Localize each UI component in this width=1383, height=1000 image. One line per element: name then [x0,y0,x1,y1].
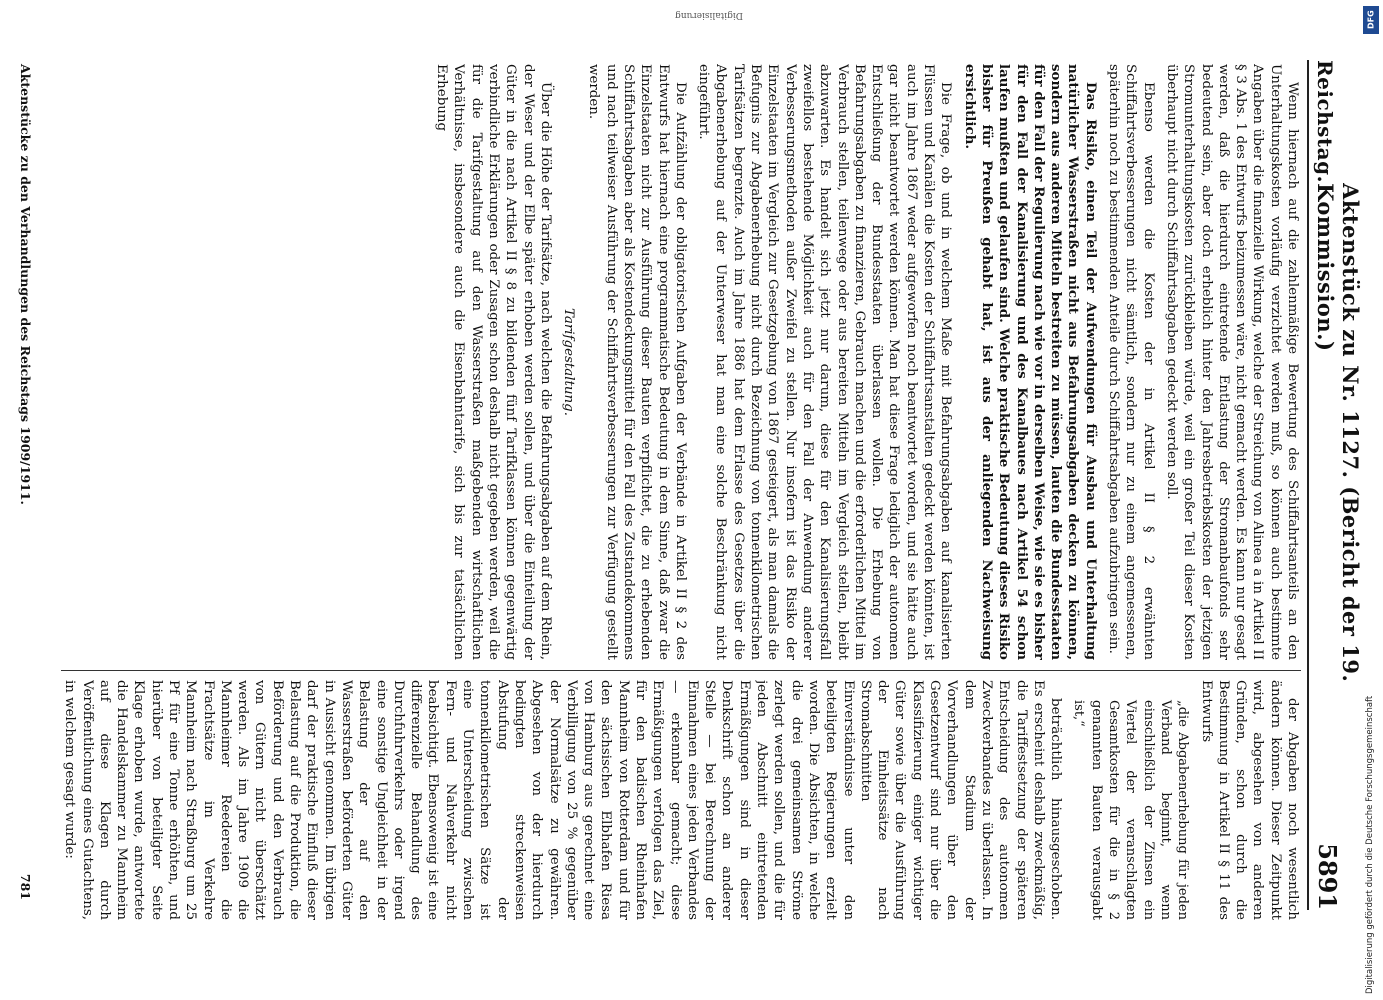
paragraph: beträchtlich hinausgeschoben. Es erscheint deshalb zweckmäßig, die Tariffestsetzung der späteren Entscheidung des autonomen Zweckverbandes zu überlassen. In dem Stadium der Vorverhandlungen über den Gesetzentwurf sind nur über die Klassifizierung einiger wichtiger Güter sowie über die Ausführung der Einheitssätze nach Stromabschnitten Einverständnisse unter den beteiligten Regierungen erzielt worden. Die Absichten, in welche die drei gemeinsamen Ströme zerlegt werden sollen, und die für jeden Abschnitt eintretenden Ermäßigungen sind in dieser Denkschrift schon an anderer Stelle — bei Berechnung der Einnahmen eines jeden Verbandes — erkennbar gemacht; diese Ermäßigungen verfolgen das Ziel, für den badischen Rheinhafen Mannheim von Rotterdam und für den sächsischen Elbhafen Riesa von Hamburg aus gerechnet eine Verbilligung von 25 % gegenüber der Normalsätze zu gewähren. Abgesehen von der hierdurch bedingten streckenweisen Abstufung der tonnenkilometrischen Sätze ist eine Unterscheidung zwischen Fern- und Nahverkehr nicht beabsichtigt. Ebensowenig ist eine differenzielle Behandlung des Durchfuhrverkehrs oder irgend eine sonstige Ungleichheit in der Belastung der auf den Wasserstraßen beförderten Güter in Aussicht genommen. Im übrigen darf der praktische Einfluß dieser Belastung auf die Produktion, die Beförderung und den Verbrauch von Gütern nicht überschätzt werden. Als im Jahre 1909 die Mannheimer Reedereien die Frachtsätze im Verkehre Mannheim nach Straßburg um 25 Pf für eine Tonne erhöhten, und hierüber von beteiligter Seite Klage erhoben wurde, antwortete die Handelskammer zu Mannheim auf diese Klagen durch Veröffentlichung eines Gutachtens, in welchem gesagt wurde: [62,680,1064,920]
paragraph: Ebenso werden die Kosten der in Artikel II § 2 erwähnten Schiffahrtsverbesserungen nicht sämtlich, sondern nur zu einem angemessenen, späterhin noch zu bestimmenden Anteile durch Schiffahrtsabgaben aufzubringen sein. [1106,64,1156,660]
paragraph: Über die Höhe der Tarifsätze, nach welchen die Befahrungsabgaben auf dem Rhein, der Weser und der Elbe später erhoben werden sollen, und über die Einteilung der Güter in die nach Artikel II § 8 zu bildenden fünf Tarifklassen können gegenwärtig verbindliche Erklärungen oder Zusagen schon deshalb nicht gegeben werden, weil die für die Tarifgestaltung auf den Wasserstraßen maßgebenden wirtschaftlichen Verhältnisse, insbesondere auch die Eisenbahntarife, sich bis zur tatsächlichen Erhebung [434,64,553,660]
footer-left: Aktenstücke zu den Verhandlungen des Reichstags 1909/1911. [18,64,33,505]
right-column [56,680,1301,920]
left-column [56,64,1301,660]
margin-note: Digitalisierung [675,10,743,20]
section-heading: Tarifgestaltung. [561,308,577,416]
column-divider [61,670,1301,671]
dfg-logo: DFG [1363,6,1379,34]
paragraph: Die Aufzählung der obligatorischen Aufgaben der Verbände in Artikel II § 2 des Entwurfs hat hiernach eine programmatische Bedeutung in dem Sinne, daß zwar die Einzelstaaten nicht zur Ausführung dieser Bauten verpflichtet, die zu erhebenden Schiffahrtsabgaben aber als Kostendeckungsmittel für den Fall des Zustandekommens und nach teilweiser Ausführung der Schiffahrtsverbesserungen zur Verfügung gestellt werden. [586,64,688,660]
paragraph: Wenn hiernach auf die zahlenmäßige Bewertung des Schiffahrtsanteils an den Unterhaltungskosten vorläufig verzichtet werden muß, so können auch bestimmte Angaben über die finanzielle Wirkung, welche der Streichung von Alinea a in Artikel II § 3 Abs. 1 des Entwurfs beizumessen wäre, nicht gemacht werden. Es kann nur gesagt werden, daß die hierdurch eintretende Entlastung der Stromanbaufonds sehr bedeutend sein, aber doch erheblich hinter den Jahresbetriebskosten der jetzigen Stromunterhaltungskosten zurückbleiben würde, weil ein großer Teil dieser Kosten überhaupt nicht durch Schiffahrtsabgaben gedeckt werden soll. [1163,64,1300,660]
header-title: Aktenstück zu Nr. 1127. (Bericht der 19. Kommission.) [1313,183,1363,683]
credit-line: Digitalisierung gefördert durch die Deutsche Forschungsgemeinschaft [1365,695,1375,994]
paragraph-bold: Das Risiko, einen Teil der Aufwendungen für Ausbau und Unterhaltung natürlicher Wasserstraßen nicht aus Befahrungsabgaben decken zu können, sondern aus anderen Mitteln bestreiten zu müssen, lauten die Bundesstaaten für den Fall der Regulierung nach wie vor in derselben Weise, wie sie es bisher für den Fall der Kanalisierung und des Kanalbaues nach Artikel 54 schon laufen mußten und gelaufen sind. Welche praktische Bedeutung dieses Risiko bisher für Preußen gehabt hat, ist aus der anliegenden Nachweisung ersichtlich. [961,64,1099,660]
paragraph: Die Frage, ob und in welchem Maße mit Befahrungsabgaben auf kanalisierten Flüssen und Kanälen die Kosten der Schiffahrtsanstalten gedeckt werden könnten, ist auch im Jahre 1867 weder aufgeworfen noch beantwortet worden, und sie hätte auch gar nicht beantwortet werden können. Man hat diese Frage lediglich der autonomen Entschließung der Bundesstaaten überlassen wollen. Die Erhebung von Befahrungsabgaben zu finanzieren, Gebrauch machen und die erforderlichen Mittel im Verbrauch stellen, teilenwege oder aus bereiten Mitteln im Vergleich stellen, bleibt abzuwarten. Es handelt sich jetzt nur darum, diese für den Kanalisierungsfall zweifellos bestehende Möglichkeit auch für den Fall der Anwendung anderer Verbesserungsmethoden außer Zweifel zu stellen. Nur insofern ist das Risiko der Einzelstaaten im Vergleich zur Gesetzgebung von 1867 gesteigert, als man damals die Befugnis zur Abgabenerhebung nicht durch Bezeichnung von tonnenkilometrischen Tarifsätzen begrenzte. Auch im Jahre 1886 hat dem Erlasse des Gesetzes über die Abgabenerhebung auf der Unterweser hat man eine solche Beschränkung nicht eingeführt. [696,64,954,660]
header-left: Reichstag. [1313,60,1337,184]
page-number: 5891 [1313,843,1342,910]
paragraph: der Abgaben noch wesentlich ändern können. Dieser Zeitpunkt wird, abgesehen von anderen Gründen, schon durch die Bestimmung in Artikel II § 11 des Entwurfs [1198,680,1300,920]
footer-right: 781 [18,873,33,900]
page-header [1307,60,1363,910]
quote: „die Abgabenerhebung für jeden Verband beginnt, wenn einschließlich der Zinsen ein Viertel der veranschlagten Gesamtkosten für die in § 2 genannten Bauten verausgabt ist,“ [1071,700,1191,920]
